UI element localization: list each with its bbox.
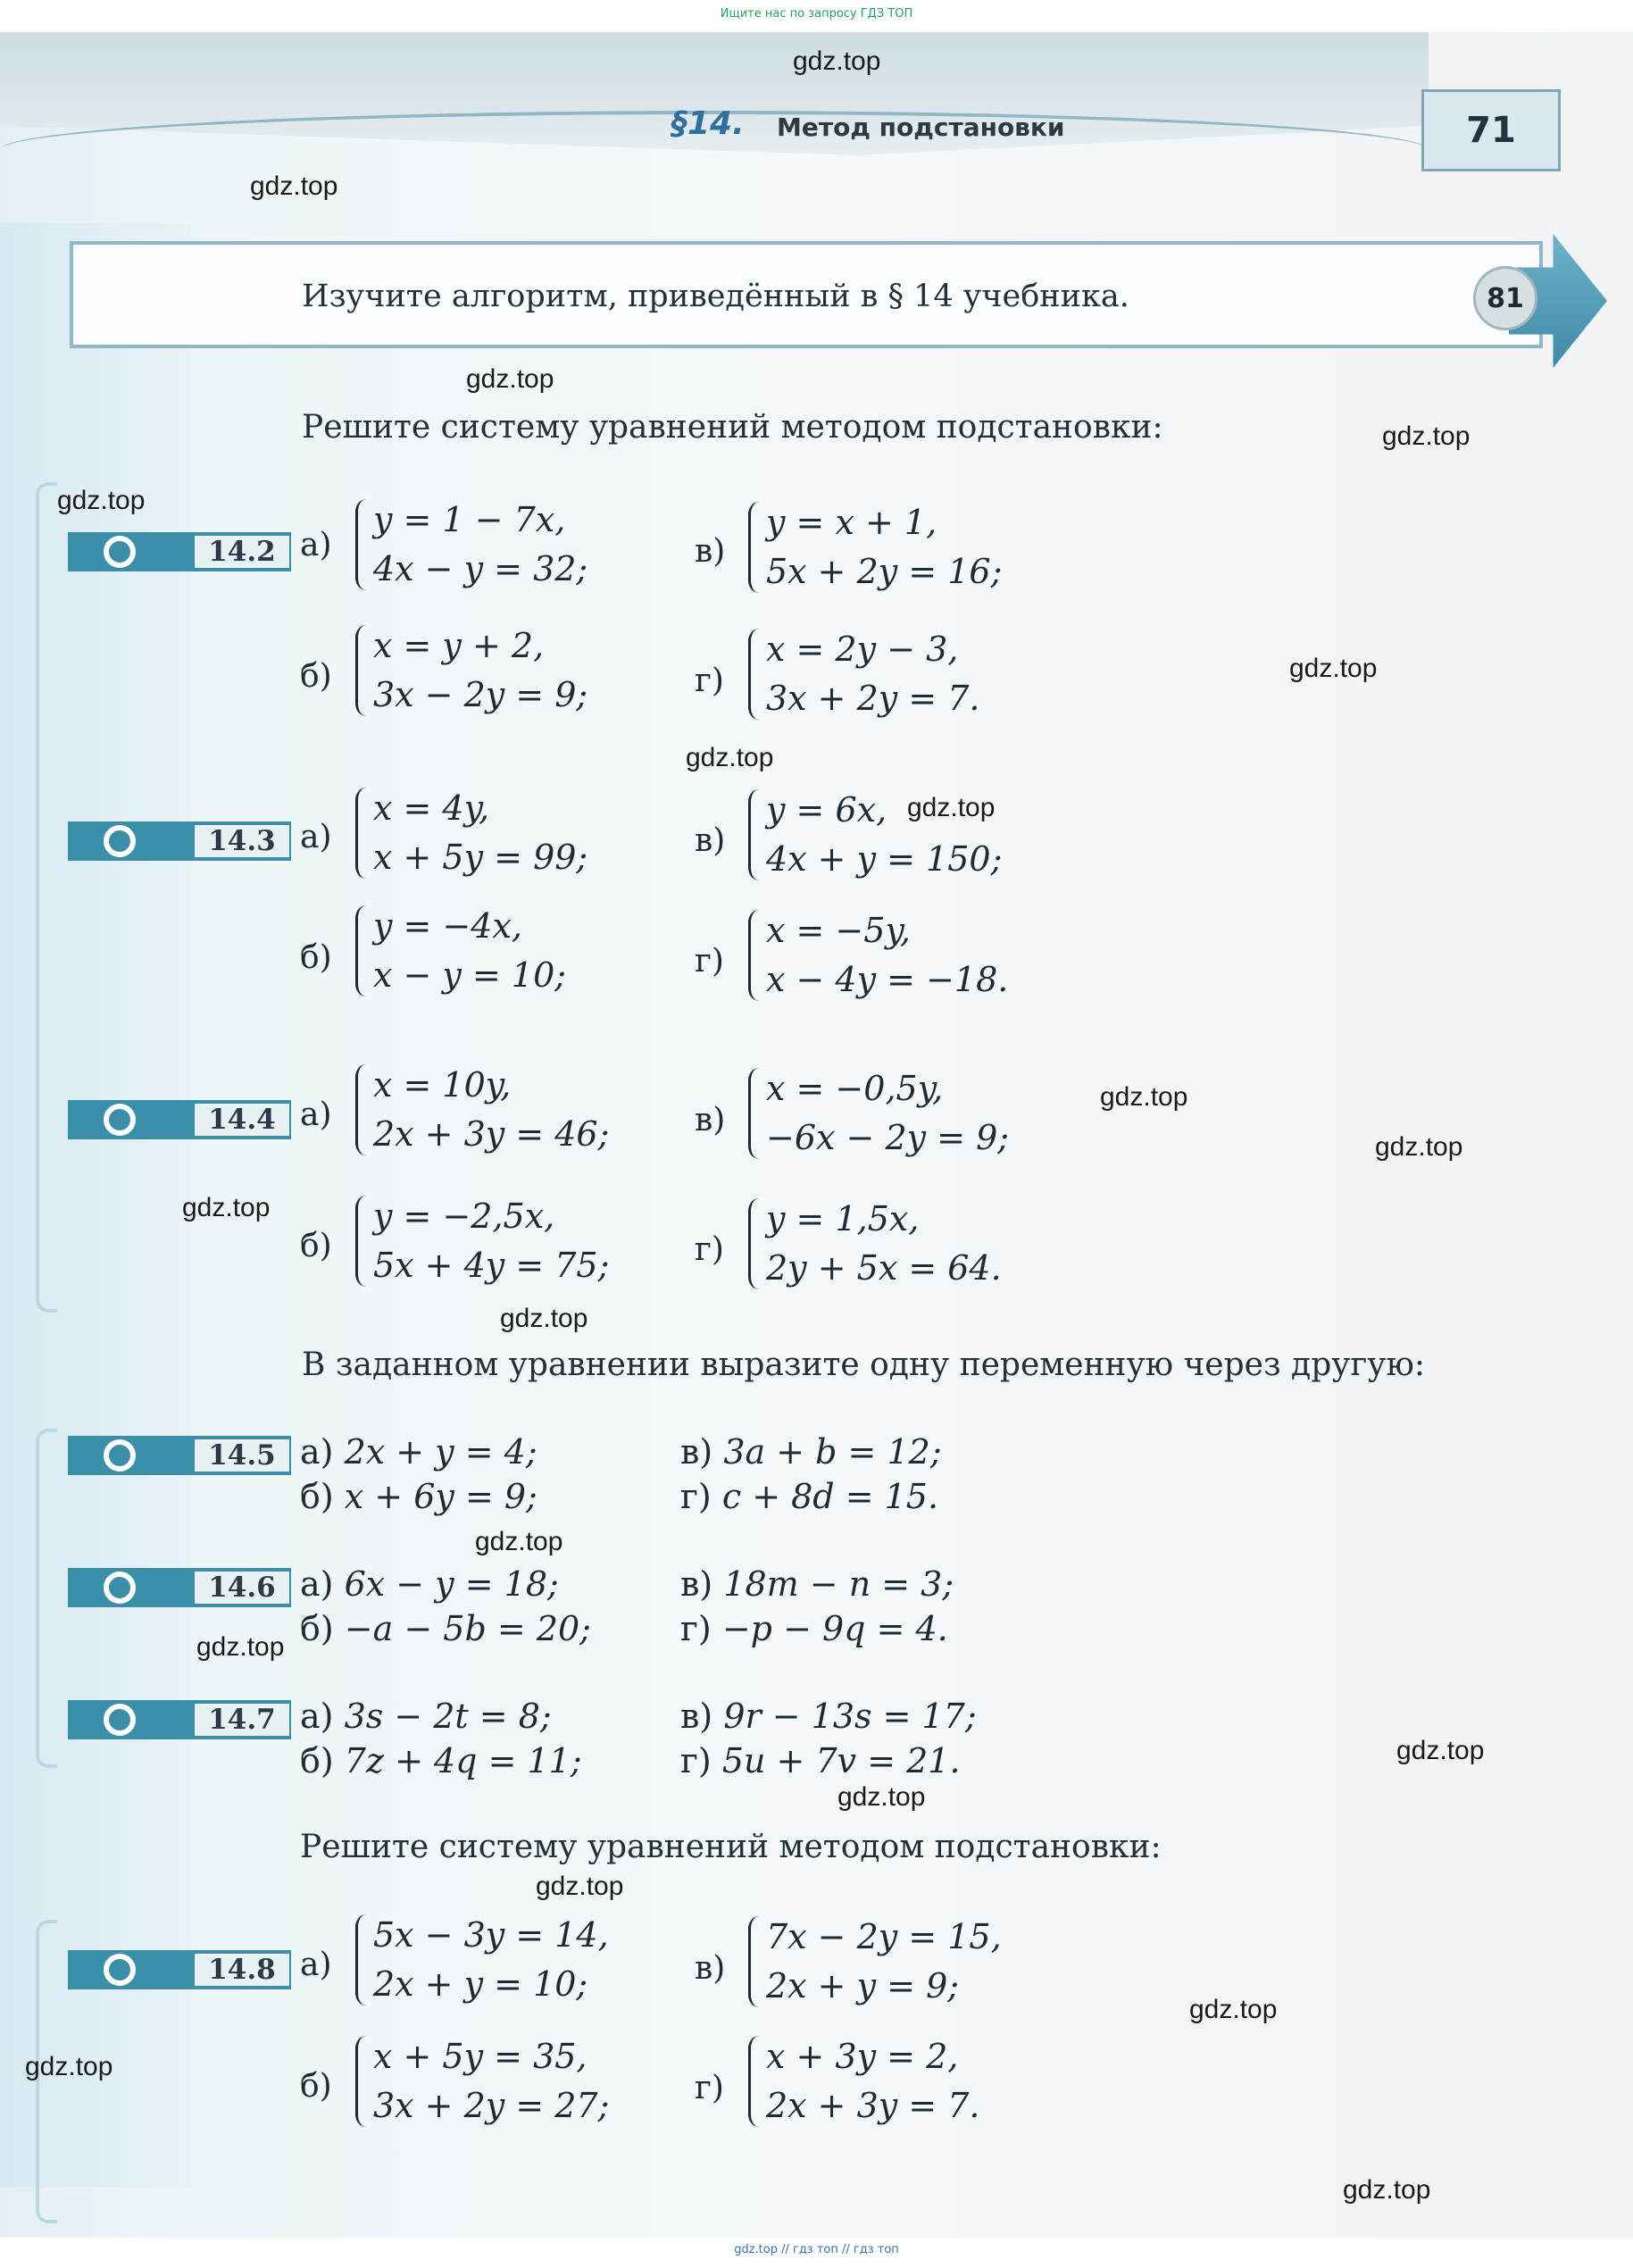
item-label: в) (680, 1564, 713, 1604)
equation: 3s − 2t = 8; (344, 1697, 552, 1736)
watermark: gdz.top (182, 1193, 271, 1222)
equation: x = 2y − 3, (766, 630, 959, 669)
equation-item (300, 1741, 582, 1780)
task-number: 14.7 (193, 1702, 291, 1738)
task-marker-14-6 (68, 1568, 291, 1607)
equation-item (300, 1477, 537, 1516)
equation-system (748, 1195, 1002, 1293)
equation: 4x + y = 150; (766, 839, 1003, 879)
task-marker-14-3 (68, 821, 291, 861)
equation: 5x + 4y = 75; (373, 1246, 610, 1285)
equation: 3x + 2y = 27; (373, 2086, 610, 2125)
equation-system (355, 902, 566, 1000)
equation: y = 1 − 7x, (373, 500, 566, 539)
equation: y = −2,5x, (373, 1197, 555, 1236)
equation: −a − 5b = 20; (344, 1609, 591, 1648)
equation-system (748, 906, 1008, 1005)
equation: 2x + y = 4; (344, 1432, 537, 1472)
equation-system (355, 2032, 609, 2130)
task-number: 14.3 (193, 823, 291, 859)
task-marker-14-8 (68, 1950, 291, 1989)
equation: x + 6y = 9; (344, 1477, 537, 1516)
item-label: а) (300, 527, 332, 563)
page-number: 71 (1421, 89, 1561, 171)
equation-system (355, 1192, 609, 1290)
equation: x + 5y = 35, (373, 2037, 587, 2076)
group-bracket (36, 1429, 57, 1768)
equation: c + 8d = 15. (721, 1477, 939, 1516)
task-number: 14.4 (193, 1102, 291, 1138)
equation: x + 3y = 2, (766, 2037, 959, 2076)
equation-system (355, 1911, 609, 2009)
item-label: а) (300, 1947, 332, 1983)
equation: 2x + y = 10; (373, 1964, 588, 2004)
watermark: gdz.top (1189, 1995, 1278, 2024)
left-margin-strip (0, 223, 192, 2188)
task-number: 14.8 (193, 1952, 291, 1988)
equation: 4x − y = 32; (373, 549, 588, 588)
equation-system (355, 621, 587, 720)
item-label: б) (300, 2068, 332, 2105)
equation: x − y = 10; (373, 955, 567, 995)
equation-item (680, 1432, 942, 1472)
equation: 5u + 7v = 21. (721, 1741, 961, 1780)
equation: x − 4y = −18. (766, 960, 1009, 999)
item-label: а) (300, 819, 332, 855)
algorithm-text: Изучите алгоритм, приведённый в § 14 учебника. (302, 279, 1129, 314)
bottom-banner[interactable]: gdz.top // гдз топ // гдз топ (734, 2243, 899, 2256)
equation: y = x + 1, (766, 503, 937, 542)
equation-system (748, 1913, 1002, 2011)
task-marker-14-2 (68, 532, 291, 571)
equation-system (748, 1064, 1009, 1163)
item-label: в) (680, 1697, 713, 1736)
equation: 18m − n = 3; (723, 1564, 954, 1604)
equation: x = −5y, (766, 911, 911, 950)
circle-icon (104, 1704, 136, 1736)
watermark: gdz.top (25, 2052, 113, 2081)
watermark: gdz.top (536, 1872, 624, 1901)
equation: x + 5y = 99; (373, 838, 588, 877)
task-marker-14-5 (68, 1436, 291, 1475)
watermark: gdz.top (196, 1632, 285, 1662)
equation: 2x + 3y = 7. (766, 2086, 980, 2125)
item-label: г) (680, 1741, 712, 1780)
algorithm-badge: 81 (1473, 266, 1537, 330)
watermark: gdz.top (1382, 421, 1471, 451)
task-number: 14.6 (193, 1570, 291, 1605)
equation-system (355, 784, 587, 882)
equation: 5x + 2y = 16; (766, 552, 1003, 591)
item-label: г) (680, 1477, 712, 1516)
equation-item (300, 1432, 537, 1472)
task-number: 14.5 (193, 1438, 291, 1473)
item-label: б) (300, 1228, 332, 1264)
equation-item (680, 1741, 961, 1780)
equation-system (355, 496, 587, 594)
circle-icon (104, 825, 136, 857)
equation: x = 4y, (373, 788, 490, 828)
equation: x = y + 2, (373, 626, 545, 665)
watermark: gdz.top (1375, 1132, 1463, 1162)
equation: −p − 9q = 4. (721, 1609, 948, 1648)
equation-item (300, 1564, 559, 1604)
equation-system (355, 1061, 609, 1159)
equation: x = −0,5y, (766, 1069, 944, 1108)
item-label: б) (300, 1609, 334, 1648)
watermark: gdz.top (686, 743, 774, 772)
group-bracket (36, 482, 57, 1313)
watermark: gdz.top (1396, 1736, 1485, 1765)
equation-system (748, 625, 980, 723)
watermark: gdz.top (1289, 654, 1378, 683)
top-banner[interactable]: Ищите нас по запросу ГДЗ ТОП (720, 7, 913, 21)
watermark: gdz.top (1343, 2175, 1431, 2205)
equation: 9r − 13s = 17; (723, 1697, 977, 1736)
item-label: г) (680, 1609, 712, 1648)
equation-system (748, 498, 1002, 596)
equation: 3x + 2y = 7. (766, 679, 980, 718)
equation: 3x − 2y = 9; (373, 675, 588, 714)
task-number: 14.2 (193, 534, 291, 570)
item-label: б) (300, 939, 332, 976)
equation: 2x + y = 9; (766, 1966, 960, 2005)
equation: y = 1,5x, (766, 1199, 920, 1238)
item-label: б) (300, 1741, 334, 1780)
item-label: в) (695, 1102, 726, 1138)
watermark: gdz.top (250, 171, 338, 201)
watermark: gdz.top (837, 1782, 926, 1812)
equation: 7z + 4q = 11; (344, 1741, 582, 1780)
equation-item (300, 1697, 552, 1736)
watermark: gdz.top (475, 1527, 563, 1556)
item-label: г) (695, 1231, 724, 1268)
circle-icon (104, 1572, 136, 1604)
item-label: б) (300, 658, 332, 695)
watermark: gdz.top (500, 1304, 588, 1333)
circle-icon (104, 1104, 136, 1136)
equation: 5x − 3y = 14, (373, 1915, 609, 1955)
equation: 7x − 2y = 15, (766, 1917, 1002, 1956)
equation: y = 6x, (766, 790, 887, 830)
equation: x = 10y, (373, 1065, 512, 1105)
section-title: Метод подстановки (777, 113, 1065, 142)
item-label: а) (300, 1697, 334, 1736)
item-label: в) (695, 1950, 726, 1987)
equation: y = −4x, (373, 906, 522, 946)
watermark: gdz.top (793, 46, 881, 76)
item-label: в) (680, 1432, 713, 1472)
item-label: в) (695, 533, 726, 570)
watermark: gdz.top (466, 364, 554, 394)
equation-system (748, 2032, 980, 2130)
section-number: §14. (671, 105, 745, 142)
circle-icon (104, 1954, 136, 1986)
instruction-solve-substitution: Решите систему уравнений методом подстановки: (300, 1829, 1162, 1865)
equation-item (680, 1697, 977, 1736)
equation: 2y + 5x = 64. (766, 1248, 1002, 1288)
watermark: gdz.top (907, 793, 996, 822)
watermark: gdz.top (57, 486, 146, 515)
watermark: gdz.top (1100, 1082, 1188, 1112)
item-label: а) (300, 1564, 334, 1604)
equation: 2x + 3y = 46; (373, 1114, 610, 1154)
item-label: г) (695, 943, 724, 980)
equation-item (680, 1609, 948, 1648)
task-marker-14-4 (68, 1100, 291, 1139)
equation: 6x − y = 18; (344, 1564, 559, 1604)
equation: −6x − 2y = 9; (766, 1118, 1010, 1157)
circle-icon (104, 1439, 136, 1472)
item-label: а) (300, 1432, 334, 1472)
item-label: в) (695, 822, 726, 859)
equation-item (300, 1609, 591, 1648)
item-label: б) (300, 1477, 334, 1516)
equation: 3a + b = 12; (723, 1432, 942, 1472)
instruction-solve-substitution: Решите систему уравнений методом подстановки: (302, 409, 1163, 446)
item-label: а) (300, 1096, 332, 1133)
task-marker-14-7 (68, 1700, 291, 1739)
item-label: г) (695, 663, 724, 699)
instruction-express-variable: В заданном уравнении выразите одну переменную через другую: (302, 1347, 1425, 1383)
equation-item (680, 1564, 954, 1604)
item-label: г) (695, 2070, 724, 2106)
circle-icon (104, 536, 136, 568)
equation-item (680, 1477, 938, 1516)
